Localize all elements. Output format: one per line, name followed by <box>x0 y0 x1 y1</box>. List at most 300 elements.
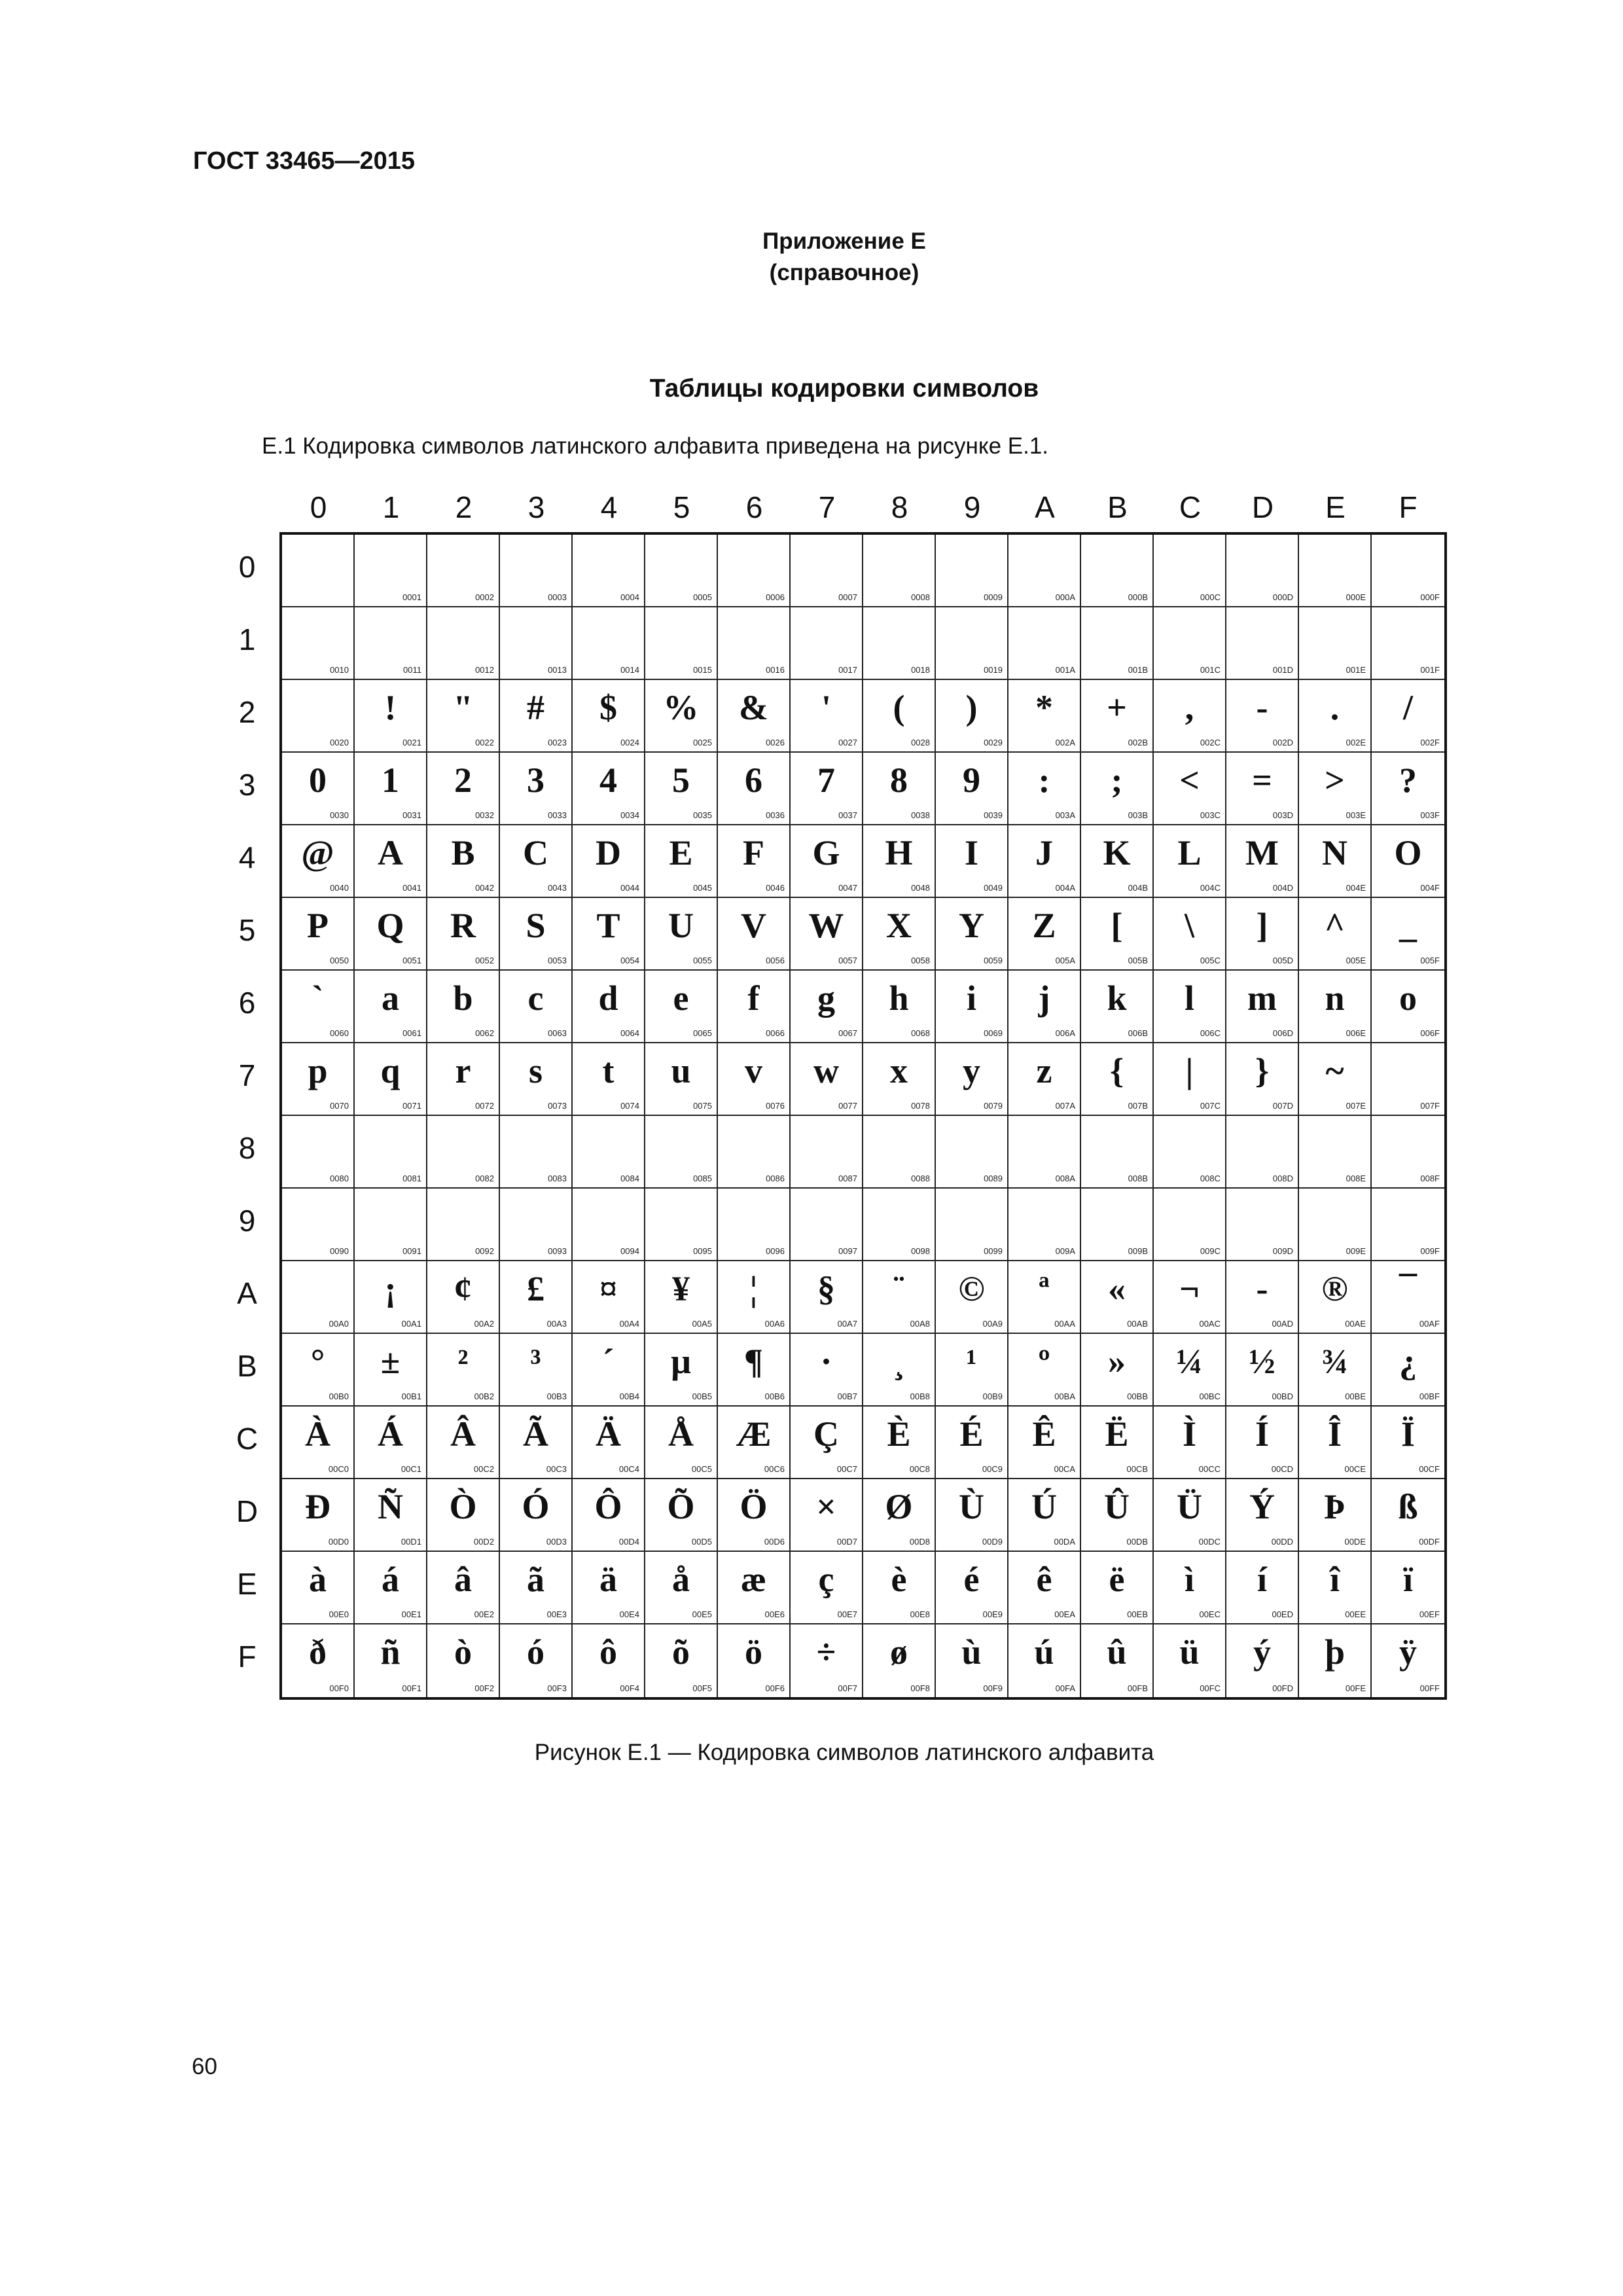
cell-glyph: Ü <box>1177 1487 1202 1526</box>
cell-glyph: _ <box>1399 906 1417 945</box>
code-cell <box>1081 971 1154 1043</box>
code-cell <box>718 1552 791 1624</box>
code-cell <box>791 825 863 898</box>
code-cell <box>573 535 645 607</box>
cell-code: 00E8 <box>910 1609 930 1619</box>
cell-glyph: É <box>959 1414 984 1454</box>
row-header: B <box>237 1349 257 1383</box>
cell-glyph: õ <box>672 1632 690 1672</box>
code-cell <box>282 1552 355 1624</box>
cell-glyph: Ò <box>449 1487 477 1526</box>
cell-code: 003F <box>1420 810 1440 820</box>
cell-glyph: f <box>747 978 760 1018</box>
cell-glyph: 5 <box>672 761 690 800</box>
cell-code: 006E <box>1346 1028 1366 1038</box>
code-cell <box>1008 825 1081 898</box>
cell-code: 0014 <box>620 665 639 675</box>
code-cell <box>355 971 427 1043</box>
code-cell <box>355 1261 427 1334</box>
code-cell <box>1372 1479 1444 1552</box>
cell-code: 009E <box>1346 1246 1366 1256</box>
cell-code: 0018 <box>911 665 930 675</box>
code-cell <box>645 825 718 898</box>
code-cell <box>1372 1116 1444 1189</box>
code-cell <box>645 1116 718 1189</box>
code-cell <box>718 898 791 971</box>
code-cell <box>355 753 427 825</box>
cell-glyph: ü <box>1179 1632 1200 1672</box>
cell-glyph: ® <box>1321 1269 1348 1308</box>
cell-code: 0081 <box>402 1174 421 1183</box>
cell-glyph: ¸ <box>893 1342 905 1381</box>
code-cell <box>427 1479 500 1552</box>
code-cell <box>1299 607 1372 680</box>
cell-glyph: Ó <box>522 1487 550 1526</box>
cell-code: 008F <box>1420 1174 1440 1183</box>
cell-code: 009B <box>1128 1246 1148 1256</box>
code-cell <box>500 1552 573 1624</box>
cell-glyph: ¡ <box>384 1269 397 1308</box>
cell-code: 00DC <box>1198 1537 1221 1547</box>
cell-glyph: U <box>668 906 694 945</box>
code-cell <box>355 1479 427 1552</box>
code-cell <box>427 1116 500 1189</box>
code-cell <box>936 753 1008 825</box>
cell-code: 002A <box>1055 738 1075 747</box>
cell-glyph: Õ <box>667 1487 695 1526</box>
cell-glyph: B <box>451 833 475 872</box>
cell-glyph: ¦ <box>749 1269 758 1308</box>
code-cell <box>1154 1552 1226 1624</box>
cell-code: 00CA <box>1054 1464 1075 1474</box>
cell-code: 00C5 <box>691 1464 712 1474</box>
cell-glyph: ' <box>821 688 831 727</box>
code-cell <box>500 1116 573 1189</box>
cell-code: 003E <box>1346 810 1366 820</box>
cell-code: 0059 <box>984 956 1003 965</box>
code-cell <box>863 1189 936 1261</box>
row-header: 8 <box>238 1131 256 1165</box>
code-cell <box>863 971 936 1043</box>
cell-glyph: « <box>1108 1269 1126 1308</box>
code-cell <box>1299 535 1372 607</box>
code-cell <box>282 898 355 971</box>
code-cell <box>645 1043 718 1116</box>
cell-code: 0076 <box>766 1101 785 1111</box>
code-cell <box>1081 535 1154 607</box>
cell-glyph: Í <box>1255 1414 1269 1454</box>
code-cell <box>282 1189 355 1261</box>
cell-code: 00BC <box>1199 1391 1221 1401</box>
cell-code: 0094 <box>620 1246 639 1256</box>
code-cell <box>1154 680 1226 753</box>
cell-glyph: ` <box>312 978 324 1018</box>
cell-glyph: n <box>1325 978 1345 1018</box>
cell-code: 0069 <box>984 1028 1003 1038</box>
cell-code: 00FA <box>1055 1683 1075 1693</box>
cell-code: 001D <box>1272 665 1293 675</box>
code-cell <box>427 1552 500 1624</box>
cell-glyph: K <box>1103 833 1131 872</box>
cell-glyph: x <box>890 1051 908 1090</box>
code-cell <box>1226 1624 1299 1697</box>
cell-code: 007E <box>1346 1101 1366 1111</box>
column-header: D <box>1251 490 1274 524</box>
code-cell <box>791 971 863 1043</box>
cell-code: 00BF <box>1419 1391 1440 1401</box>
cell-glyph: N <box>1322 833 1347 872</box>
cell-code: 00A3 <box>546 1319 567 1329</box>
code-cell <box>282 1624 355 1697</box>
cell-glyph: + <box>1107 688 1127 727</box>
cell-glyph: v <box>745 1051 762 1090</box>
cell-code: 005C <box>1200 956 1221 965</box>
code-cell <box>282 1261 355 1334</box>
code-cell <box>791 1552 863 1624</box>
cell-code: 0054 <box>620 956 639 965</box>
code-cell <box>500 1334 573 1407</box>
cell-code: 0083 <box>548 1174 567 1183</box>
cell-glyph: D <box>596 833 621 872</box>
cell-glyph: × <box>816 1487 836 1526</box>
cell-code: 00AB <box>1127 1319 1148 1329</box>
cell-glyph: ¶ <box>743 1342 764 1381</box>
cell-code: 00AD <box>1272 1319 1293 1329</box>
cell-code: 002D <box>1272 738 1293 747</box>
cell-code: 00A4 <box>619 1319 639 1329</box>
cell-code: 00E3 <box>546 1609 567 1619</box>
code-cell <box>355 607 427 680</box>
cell-code: 00D0 <box>328 1537 349 1547</box>
code-cell <box>1154 1334 1226 1407</box>
code-cell <box>1154 607 1226 680</box>
cell-code: 00EF <box>1419 1609 1440 1619</box>
cell-code: 00DF <box>1419 1537 1440 1547</box>
cell-code: 0029 <box>984 738 1003 747</box>
cell-glyph: 1 <box>382 761 399 800</box>
cell-glyph: Æ <box>736 1414 772 1454</box>
code-cell <box>282 753 355 825</box>
cell-code: 005A <box>1055 956 1075 965</box>
cell-glyph: j <box>1038 978 1050 1018</box>
cell-code: 0038 <box>911 810 930 820</box>
cell-code: 00AF <box>1419 1319 1440 1329</box>
cell-glyph: % <box>663 688 699 727</box>
cell-code: 0002 <box>475 592 494 602</box>
cell-code: 00AC <box>1199 1319 1221 1329</box>
code-cell <box>1154 1479 1226 1552</box>
cell-code: 008D <box>1272 1174 1293 1183</box>
cell-code: 0091 <box>402 1246 421 1256</box>
cell-code: 0092 <box>475 1246 494 1256</box>
cell-code: 00F5 <box>692 1683 712 1693</box>
code-cell <box>718 1189 791 1261</box>
code-cell <box>718 1479 791 1552</box>
cell-glyph: ò <box>454 1632 472 1672</box>
cell-code: 0031 <box>402 810 421 820</box>
cell-glyph: H <box>885 833 913 872</box>
cell-code: 0033 <box>548 810 567 820</box>
cell-glyph: ä <box>599 1560 617 1599</box>
code-cell <box>1154 1624 1226 1697</box>
column-header: 5 <box>673 490 690 524</box>
row-header: D <box>236 1494 259 1528</box>
cell-code: 009F <box>1420 1246 1440 1256</box>
cell-code: 0080 <box>330 1174 349 1183</box>
code-cell <box>645 607 718 680</box>
cell-code: 00DB <box>1126 1537 1148 1547</box>
cell-code: 00E7 <box>837 1609 857 1619</box>
cell-code: 0001 <box>402 592 421 602</box>
cell-code: 0037 <box>838 810 857 820</box>
row-header: 7 <box>238 1058 256 1092</box>
cell-code: 00A0 <box>329 1319 349 1329</box>
cell-code: 0073 <box>548 1101 567 1111</box>
cell-code: 002B <box>1128 738 1148 747</box>
cell-code: 00CE <box>1344 1464 1366 1474</box>
cell-glyph: ï <box>1402 1560 1413 1599</box>
cell-code: 0015 <box>693 665 712 675</box>
cell-code: 00C2 <box>473 1464 494 1474</box>
cell-glyph: p <box>308 1051 328 1090</box>
cell-code: 0068 <box>911 1028 930 1038</box>
cell-glyph: T <box>596 906 620 945</box>
code-cell <box>1154 971 1226 1043</box>
cell-glyph: ã <box>527 1560 544 1599</box>
cell-code: 00C9 <box>982 1464 1003 1474</box>
code-cell <box>1226 1407 1299 1479</box>
cell-glyph: - <box>1256 1269 1268 1308</box>
cell-code: 00F8 <box>910 1683 930 1693</box>
code-cell <box>645 1552 718 1624</box>
cell-code: 0084 <box>620 1174 639 1183</box>
cell-glyph: ø <box>890 1632 908 1672</box>
cell-code: 00EC <box>1199 1609 1221 1619</box>
cell-code: 007B <box>1128 1101 1148 1111</box>
cell-code: 00B6 <box>764 1391 785 1401</box>
cell-code: 00D4 <box>618 1537 639 1547</box>
column-header: 6 <box>745 490 763 524</box>
cell-glyph: Ú <box>1031 1487 1057 1526</box>
cell-code: 0006 <box>766 592 785 602</box>
cell-glyph: ñ <box>380 1632 401 1672</box>
cell-glyph: æ <box>741 1560 766 1599</box>
cell-code: 0032 <box>475 810 494 820</box>
code-cell <box>863 1407 936 1479</box>
cell-code: 00F9 <box>983 1683 1003 1693</box>
cell-code: 0022 <box>475 738 494 747</box>
code-cell <box>791 898 863 971</box>
code-cell <box>718 1624 791 1697</box>
cell-code: 00D8 <box>909 1537 930 1547</box>
cell-code: 0024 <box>620 738 639 747</box>
code-cell <box>1299 1189 1372 1261</box>
cell-code: 0043 <box>548 883 567 893</box>
code-cell <box>282 1334 355 1407</box>
code-cell <box>282 680 355 753</box>
code-cell <box>282 1407 355 1479</box>
column-header: 3 <box>527 490 545 524</box>
row-header: 6 <box>238 986 256 1020</box>
cell-code: 0035 <box>693 810 712 820</box>
cell-glyph: > <box>1325 761 1345 800</box>
code-cell <box>1299 753 1372 825</box>
cell-code: 00D7 <box>836 1537 857 1547</box>
cell-glyph: A <box>378 833 403 872</box>
cell-code: 0005 <box>693 592 712 602</box>
code-cell <box>718 1407 791 1479</box>
cell-code: 0072 <box>475 1101 494 1111</box>
code-cell <box>791 680 863 753</box>
code-cell <box>645 971 718 1043</box>
cell-code: 008B <box>1128 1174 1148 1183</box>
cell-code: 00D3 <box>546 1537 567 1547</box>
cell-code: 0082 <box>475 1174 494 1183</box>
cell-code: 00D2 <box>473 1537 494 1547</box>
cell-glyph: è <box>891 1560 907 1599</box>
cell-code: 0057 <box>838 956 857 965</box>
code-cell <box>282 535 355 607</box>
cell-code: 0004 <box>620 592 639 602</box>
cell-code: 0012 <box>475 665 494 675</box>
cell-glyph: ¤ <box>599 1269 617 1308</box>
cell-code: 0096 <box>766 1246 785 1256</box>
cell-code: 000B <box>1128 592 1148 602</box>
cell-glyph: F <box>743 833 764 872</box>
cell-code: 00BE <box>1345 1391 1366 1401</box>
row-header: A <box>237 1276 257 1310</box>
cell-glyph: ± <box>380 1342 401 1381</box>
code-cell <box>1299 1116 1372 1189</box>
code-cell <box>573 825 645 898</box>
code-cell <box>1372 1407 1444 1479</box>
cell-glyph: m <box>1247 978 1277 1018</box>
code-cell <box>645 1407 718 1479</box>
cell-glyph: © <box>958 1269 985 1308</box>
cell-glyph: h <box>889 978 909 1018</box>
cell-code: 0061 <box>402 1028 421 1038</box>
cell-glyph: ¬ <box>1179 1269 1200 1308</box>
cell-code: 00A7 <box>837 1319 857 1329</box>
code-cell <box>645 535 718 607</box>
cell-code: 0088 <box>911 1174 930 1183</box>
code-cell <box>1299 825 1372 898</box>
cell-glyph: ³ <box>530 1342 541 1381</box>
column-header: 2 <box>455 490 473 524</box>
cell-code: 0030 <box>330 810 349 820</box>
code-cell <box>936 1116 1008 1189</box>
cell-code: 00DA <box>1054 1537 1075 1547</box>
code-cell <box>1226 1189 1299 1261</box>
code-cell <box>791 1407 863 1479</box>
code-cell <box>863 535 936 607</box>
cell-glyph: z <box>1036 1051 1052 1090</box>
cell-code: 0008 <box>911 592 930 602</box>
cell-glyph: , <box>1185 688 1194 727</box>
code-cell <box>355 1624 427 1697</box>
row-header: 9 <box>238 1204 256 1238</box>
code-cell <box>427 535 500 607</box>
cell-glyph: Á <box>378 1414 403 1454</box>
cell-glyph: { <box>1109 1051 1124 1090</box>
cell-code: 0085 <box>693 1174 712 1183</box>
row-header: E <box>237 1567 257 1601</box>
cell-code: 00C3 <box>546 1464 567 1474</box>
cell-glyph: ÷ <box>816 1632 836 1672</box>
cell-glyph: [ <box>1111 906 1123 945</box>
cell-code: 0021 <box>402 738 421 747</box>
cell-glyph: ÿ <box>1399 1632 1417 1672</box>
code-cell <box>1081 898 1154 971</box>
code-cell <box>645 898 718 971</box>
cell-glyph: 4 <box>599 761 617 800</box>
cell-code: 001C <box>1200 665 1221 675</box>
code-cell <box>718 1116 791 1189</box>
cell-glyph: Ã <box>523 1414 548 1454</box>
code-cell <box>1008 1261 1081 1334</box>
cell-glyph: ( <box>893 688 905 727</box>
cell-glyph: W <box>808 906 844 945</box>
cell-code: 0079 <box>984 1101 1003 1111</box>
code-cell <box>573 971 645 1043</box>
cell-glyph: £ <box>527 1269 544 1308</box>
cell-glyph: R <box>450 906 476 945</box>
cell-glyph: · <box>820 1342 832 1381</box>
cell-glyph: i <box>966 978 976 1018</box>
code-cell <box>573 1334 645 1407</box>
cell-code: 007A <box>1055 1101 1075 1111</box>
cell-glyph: s <box>528 1051 543 1090</box>
cell-glyph: µ <box>670 1342 692 1381</box>
cell-code: 0025 <box>693 738 712 747</box>
cell-glyph: ¼ <box>1176 1342 1203 1381</box>
cell-code: 006C <box>1200 1028 1221 1038</box>
cell-glyph: ó <box>527 1632 544 1672</box>
code-cell <box>645 1261 718 1334</box>
code-cell <box>1226 898 1299 971</box>
cell-code: 0050 <box>330 956 349 965</box>
cell-code: 00F4 <box>620 1683 639 1693</box>
code-cell <box>936 1334 1008 1407</box>
cell-code: 005F <box>1420 956 1440 965</box>
cell-code: 0023 <box>548 738 567 747</box>
cell-glyph: ¢ <box>454 1269 472 1308</box>
cell-glyph: . <box>1330 688 1340 727</box>
cell-code: 00B9 <box>982 1391 1003 1401</box>
cell-code: 00F6 <box>765 1683 785 1693</box>
code-cell <box>573 753 645 825</box>
code-cell <box>282 1043 355 1116</box>
cell-code: 008E <box>1346 1174 1366 1183</box>
column-header: 4 <box>600 490 618 524</box>
code-cell <box>1372 1261 1444 1334</box>
cell-glyph: 6 <box>745 761 762 800</box>
cell-glyph: Ø <box>885 1487 913 1526</box>
cell-code: 00AA <box>1054 1319 1075 1329</box>
cell-glyph: ö <box>745 1632 762 1672</box>
cell-code: 00D1 <box>401 1537 421 1547</box>
cell-code: 00E4 <box>619 1609 639 1619</box>
column-header: E <box>1325 490 1346 524</box>
column-header: F <box>1399 490 1418 524</box>
cell-code: 0095 <box>693 1246 712 1256</box>
cell-glyph: Q <box>376 906 404 945</box>
cell-code: 00F0 <box>329 1683 349 1693</box>
code-cell <box>355 1334 427 1407</box>
cell-glyph: & <box>739 688 768 727</box>
code-cell <box>355 1407 427 1479</box>
cell-glyph: P <box>307 906 329 945</box>
